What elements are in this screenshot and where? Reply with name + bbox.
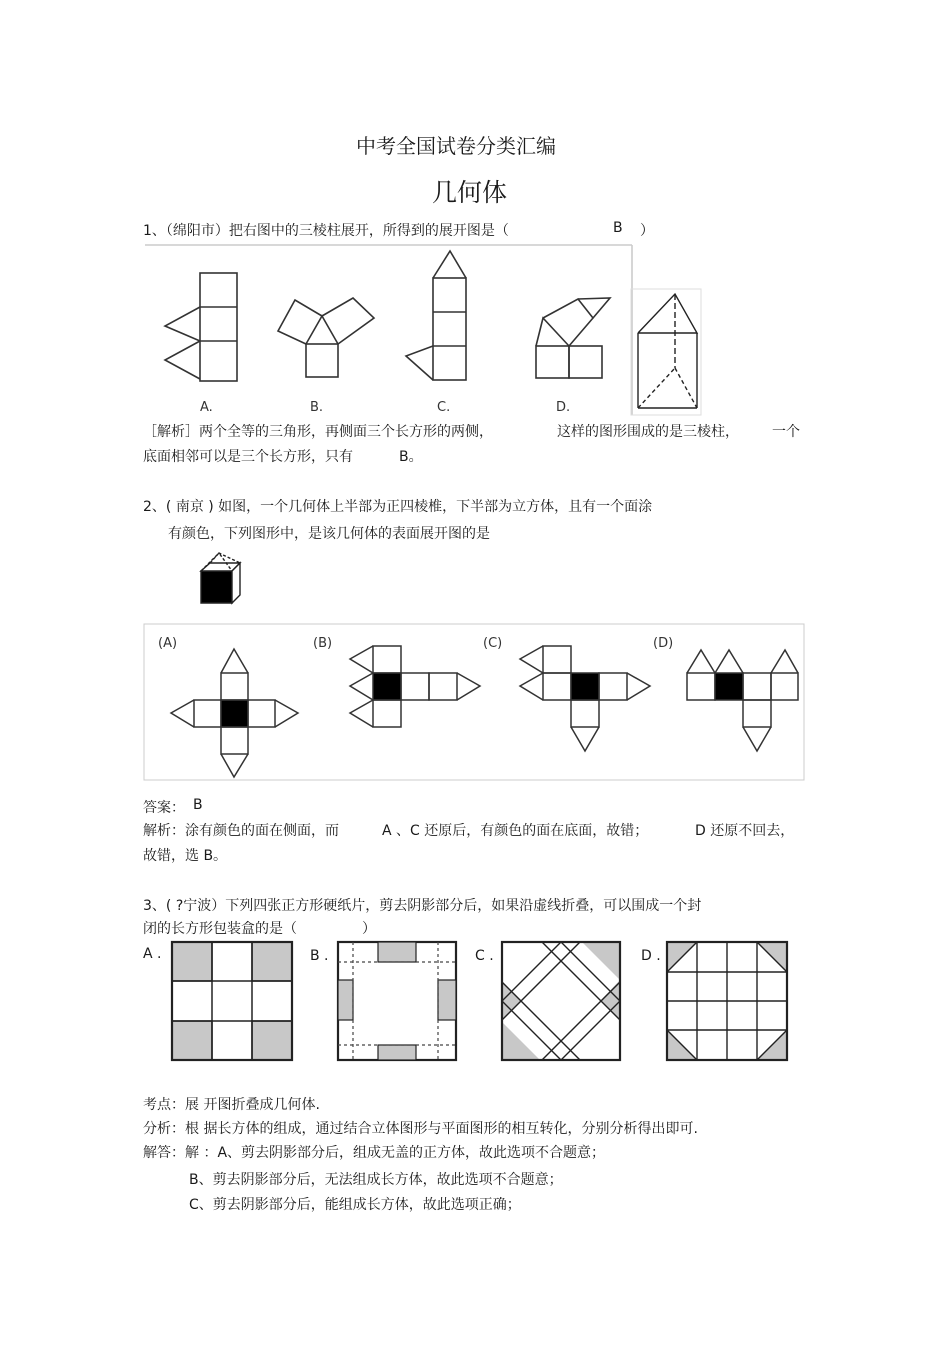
- q3-option-d-figure: [665, 940, 789, 1062]
- q2-analysis-a: 解析：涂有颜色的面在侧面，而: [143, 823, 339, 839]
- q3-prompt-line2: 闭的长方形包装盒的是（: [143, 921, 297, 937]
- q3-label-d: D .: [641, 948, 661, 964]
- q3-label-c: C .: [475, 948, 494, 964]
- q3-fenxi: 分析：根 据长方体的组成，通过结合立体图形与平面图形的相互转化，分别分析得出即可.: [143, 1121, 698, 1137]
- doc-subtitle: 几何体: [432, 178, 508, 207]
- q2-label-a: (A): [158, 636, 178, 651]
- q2-prompt-line2: 有颜色，下列图形中，是该几何体的表面展开图的是: [168, 526, 490, 542]
- q3-prompt-line1: 3、( ?宁波）下列四张正方形硬纸片，剪去阴影部分后，如果沿虚线折叠，可以围成一个封: [143, 898, 702, 914]
- q3-label-a: A .: [143, 946, 162, 962]
- q2-label-b: (B): [313, 636, 333, 651]
- q3-jieda-c: C、剪去阴影部分后，能组成长方体，故此选项正确；: [189, 1197, 521, 1213]
- q1-option-labels: [200, 400, 570, 415]
- q3-jieda-b: B、剪去阴影部分后，无法组成长方体，故此选项不合题意；: [189, 1172, 563, 1188]
- q2-analysis-line2: 故错，选 B。: [143, 848, 228, 864]
- q1-analysis-b: 这样的图形围成的是三棱柱，: [557, 424, 739, 440]
- q1-label-c: C.: [437, 400, 451, 415]
- q3-prompt-close: ）: [362, 921, 376, 937]
- doc-title: 中考全国试卷分类汇编: [356, 134, 556, 158]
- q2-options-figure: [143, 623, 805, 781]
- q2-analysis-b: A 、C 还原后，有颜色的面在底面，故错；: [382, 823, 649, 839]
- q1-close: ）: [640, 223, 654, 239]
- q2-option-labels: [158, 636, 673, 651]
- q3-jieda: 解答：解 ：A、剪去阴影部分后，组成无盖的正方体，故此选项不合题意；: [143, 1145, 606, 1161]
- q1-prism-figure: [630, 288, 702, 416]
- q2-analysis-c: D 还原不回去，: [695, 823, 795, 839]
- q1-answer: B: [613, 220, 623, 236]
- q2-answer: B: [193, 797, 203, 813]
- q2-label-d: (D): [653, 636, 674, 651]
- q1-nets-figure: [140, 243, 635, 418]
- q1-analysis-line2-end: B。: [399, 449, 423, 465]
- q2-label-c: (C): [483, 636, 503, 651]
- q2-answer-label: 答案：: [143, 800, 185, 816]
- q3-option-a-figure: [170, 940, 294, 1062]
- q1-analysis-line2: 底面相邻可以是三个长方形，只有: [143, 449, 353, 465]
- q1-analysis-a: ［解析］两个全等的三角形，再侧面三个长方形的两侧，: [143, 424, 493, 440]
- q1-label-b: B.: [310, 400, 324, 415]
- q1-prompt: 1、（绵阳市）把右图中的三棱柱展开，所得到的展开图是（: [143, 223, 509, 239]
- q3-option-b-figure: [336, 940, 458, 1062]
- q1-label-a: A.: [200, 400, 213, 415]
- q1-label-d: D.: [556, 400, 571, 415]
- q2-prompt-line1: 2、( 南京 ) 如图，一个几何体上半部为正四棱椎，下半部为立方体，且有一个面涂: [143, 499, 653, 515]
- q3-option-c-figure: [500, 940, 622, 1062]
- q3-label-b: B .: [310, 948, 329, 964]
- q3-kaodian: 考点：展 开图折叠成几何体.: [143, 1097, 320, 1113]
- q1-analysis-c: 一个: [772, 424, 800, 440]
- q2-solid-figure: [197, 550, 243, 606]
